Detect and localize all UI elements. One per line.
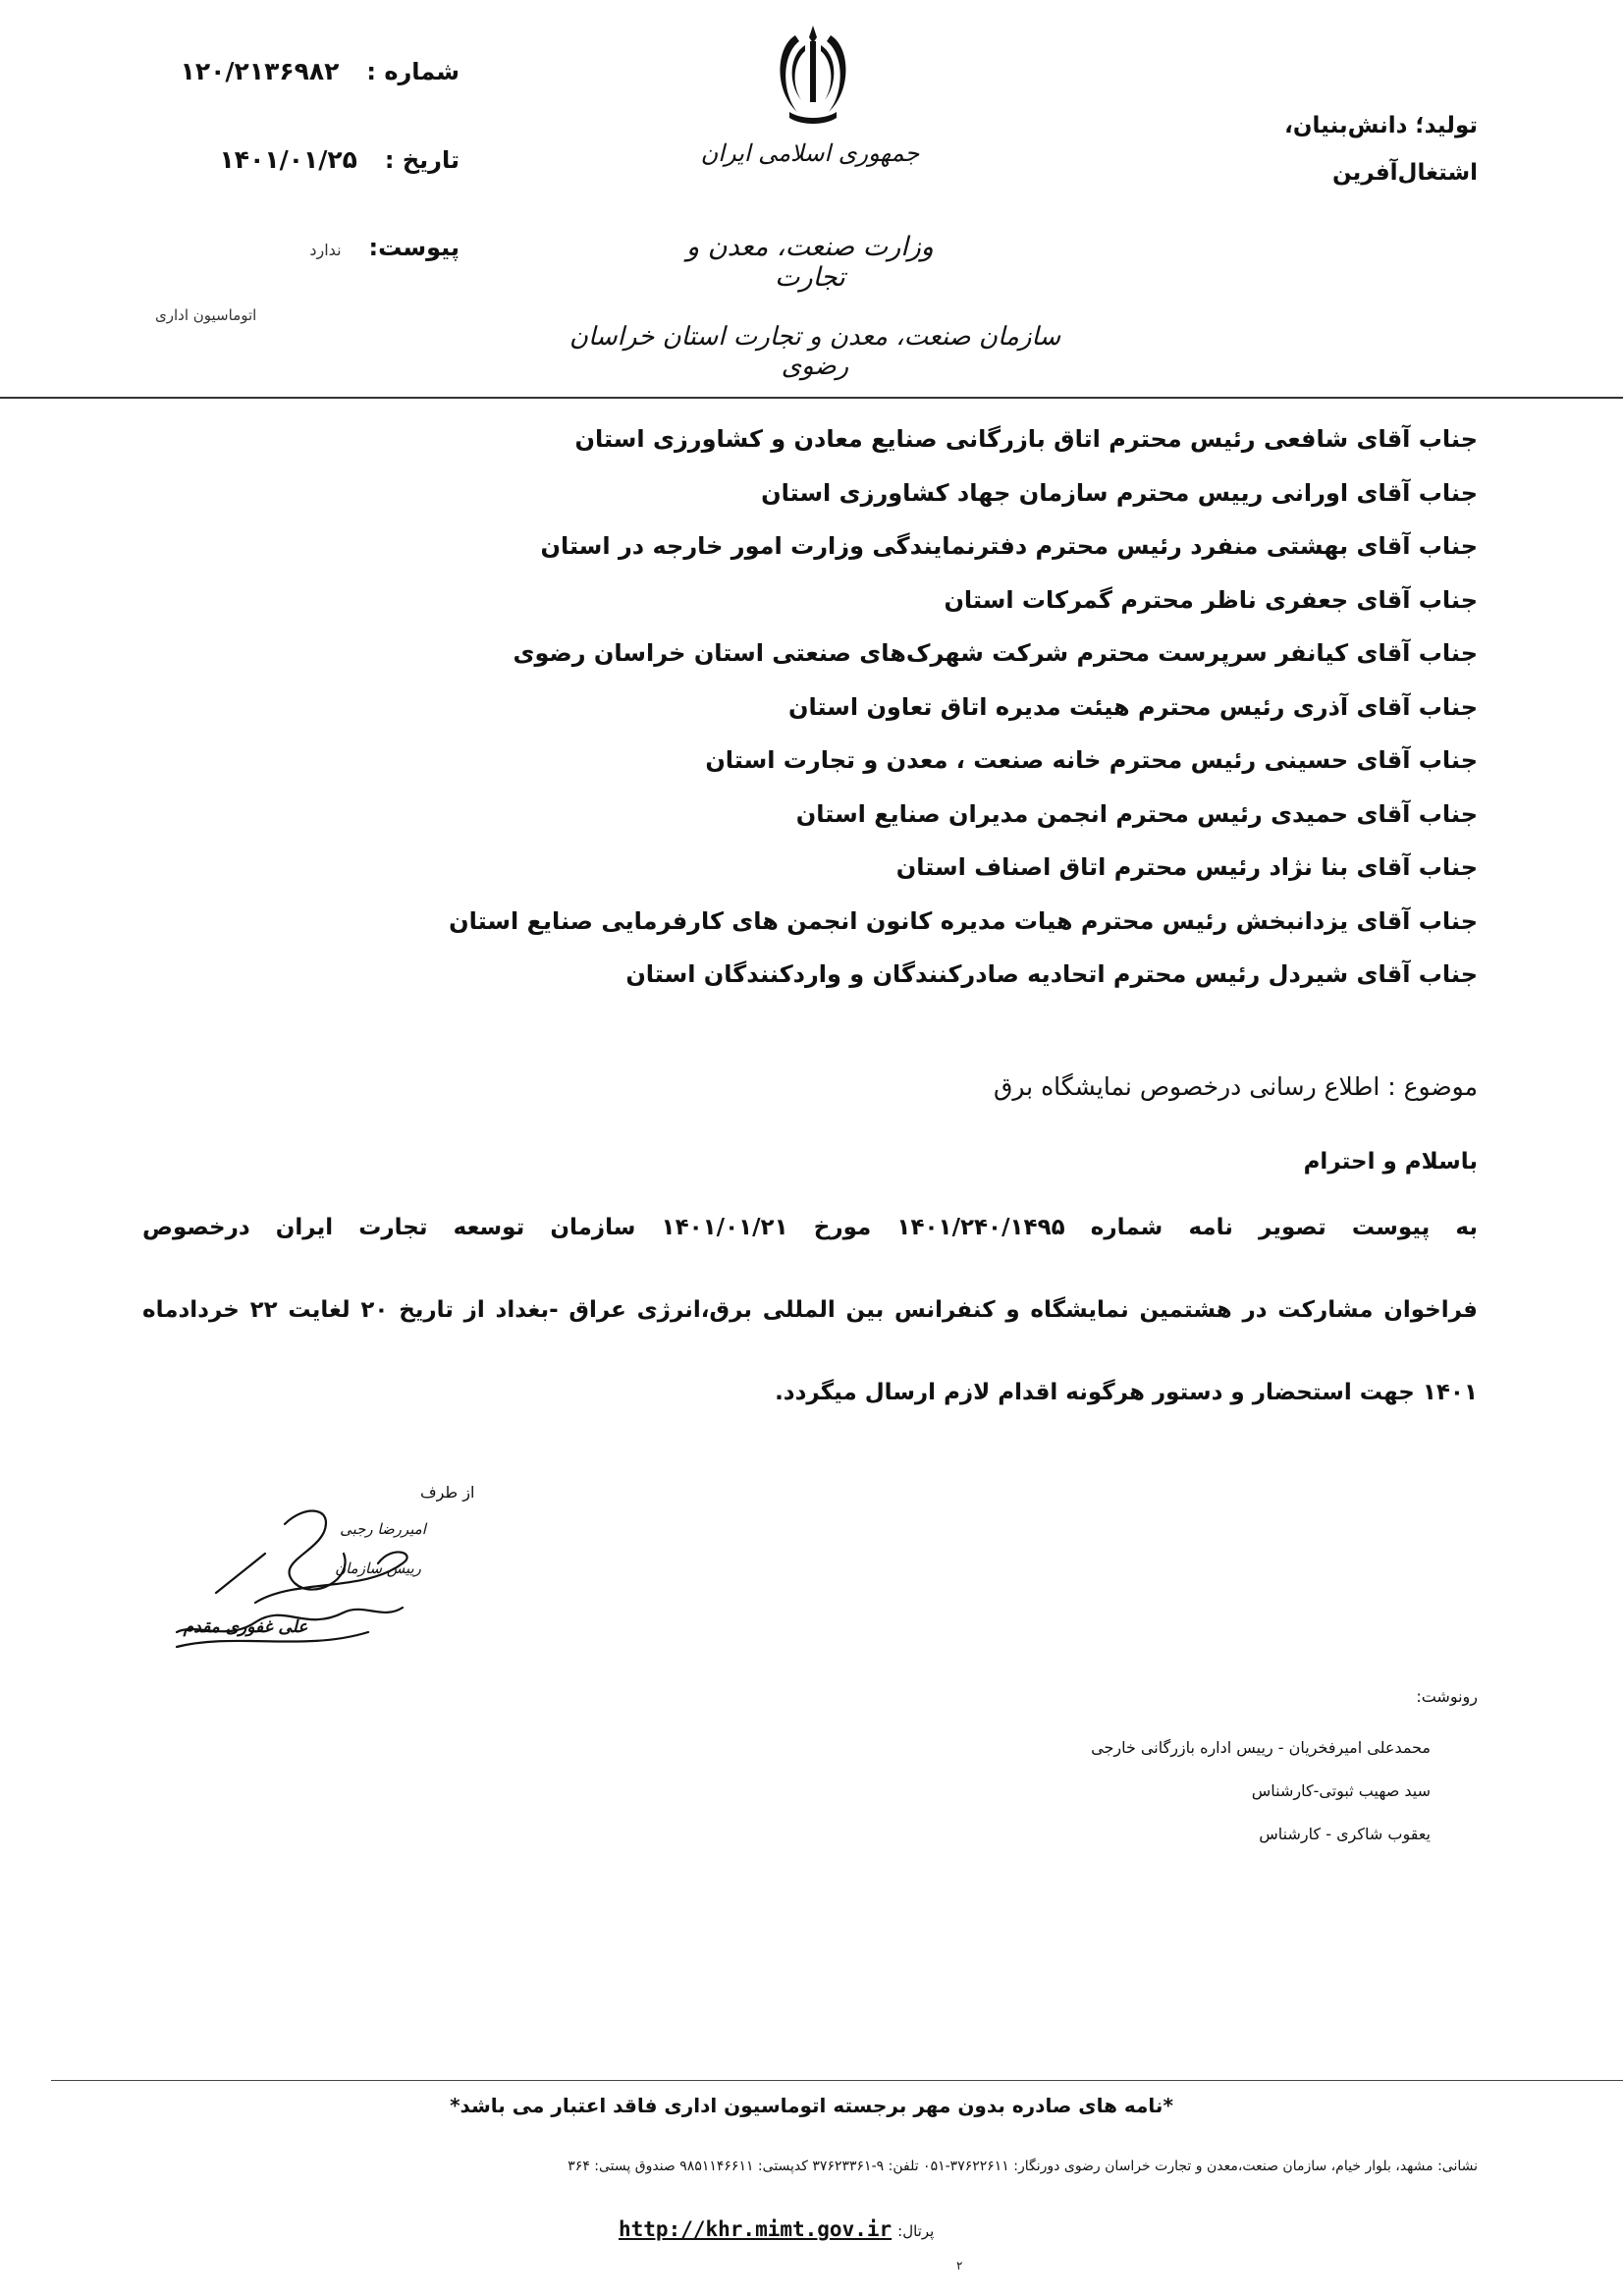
- slogan-line-2: اشتغال‌آفرین: [1331, 160, 1478, 186]
- subject-line: موضوع : اطلاع رسانی درخصوص نمایشگاه برق: [993, 1072, 1478, 1101]
- cc-item: سید صهیب ثبوتی-کارشناس: [1251, 1781, 1431, 1800]
- slogan-line-1: تولید؛ دانش‌بنیان،: [1284, 113, 1478, 138]
- attachment-value: ندارد: [309, 241, 342, 259]
- number-label: شماره :: [366, 58, 460, 85]
- portal-link[interactable]: http://khr.mimt.gov.ir: [619, 2217, 893, 2241]
- addressee-list: [449, 412, 1478, 1002]
- date-value: ۱۴۰۱/۰۱/۲۵: [219, 145, 357, 174]
- signature-name: امیررضا رجبی: [340, 1520, 426, 1538]
- signature-block: [157, 1485, 471, 1671]
- organization-title: سازمان صنعت، معدن و تجارت استان خراسان رضوی: [568, 322, 1061, 381]
- letter-number: [181, 57, 460, 85]
- letter-attachment: [309, 234, 460, 261]
- portal-line: [619, 2217, 934, 2241]
- attachment-label: پیوست:: [368, 234, 460, 261]
- signature-signer: علی غفوری مقدم: [183, 1617, 308, 1637]
- letter-body: [142, 1206, 1478, 1453]
- addressee-line: جناب آقای کیانفر سرپرست محترم شرکت شهرک‌های صنعتی استان خراسان رضوی: [513, 639, 1478, 667]
- date-label: تاریخ :: [384, 146, 460, 174]
- page-mark: ۲: [956, 2259, 963, 2272]
- signature-title: رییس سازمان: [335, 1559, 421, 1577]
- republic-title: جمهوری اسلامی ایران: [700, 139, 920, 167]
- cc-title: رونوشت:: [1416, 1687, 1478, 1706]
- addressee-line: جناب آقای حسینی رئیس محترم خانه صنعت ، معدن و تجارت استان: [705, 746, 1478, 774]
- body-line: فراخوان مشارکت در هشتمین نمایشگاه و کنفرانس بین المللی برق،انرژی عراق -بغداد از تاریخ ۲۰ لغایت ۲۲ خردادماه: [142, 1297, 1478, 1323]
- footer-address: نشانی: مشهد، بلوار خیام، سازمان صنعت،معدن و تجارت خراسان رضوی دورنگار: ۳۷۶۲۲۶۱۱-۰۵۱ تلفن: ۹-۳۷۶۲۳۳۶۱ کدپستی: ۹۸۵۱۱۴۶۶۱۱ صندوق پستی: ۳۶۴: [568, 2159, 1478, 2174]
- body-line: به پیوست تصویر نامه شماره ۱۴۰۱/۲۴۰/۱۴۹۵ مورخ ۱۴۰۱/۰۱/۲۱ سازمان توسعه تجارت ایران درخصوص: [142, 1215, 1478, 1240]
- from-label: از طرف: [420, 1483, 475, 1502]
- addressee-line: جناب آقای شیردل رئیس محترم اتحادیه صادرکنندگان و واردکنندگان استان: [625, 960, 1478, 988]
- addressee-line: جناب آقای حمیدی رئیس محترم انجمن مدیران صنایع استان: [795, 799, 1478, 828]
- header-divider: [0, 397, 1623, 399]
- number-value: ۱۲۰/۲۱۳۶۹۸۲: [180, 57, 340, 85]
- cc-item: یعقوب شاکری - کارشناس: [1259, 1825, 1431, 1843]
- addressee-line: جناب آقای جعفری ناظر محترم گمرکات استان: [944, 585, 1478, 614]
- addressee-line: جناب آقای بنا نژاد رئیس محترم اتاق اصناف استان: [895, 853, 1478, 881]
- greeting: باسلام و احترام: [1303, 1149, 1478, 1175]
- body-line: ۱۴۰۱ جهت استحضار و دستور هرگونه اقدام لازم ارسال میگردد.: [775, 1380, 1478, 1405]
- footer-divider: [51, 2080, 1623, 2081]
- addressee-line: جناب آقای یزدانبخش رئیس محترم هیات مدیره کانون انجمن های کارفرمایی صنایع استان: [449, 906, 1478, 935]
- addressee-line: جناب آقای آذری رئیس محترم هیئت مدیره اتاق تعاون استان: [787, 692, 1478, 721]
- addressee-line: جناب آقای شافعی رئیس محترم اتاق بازرگانی صنایع معادن و کشاورزی استان: [574, 425, 1478, 453]
- ministry-title: وزارت صنعت، معدن و تجارت: [686, 232, 934, 293]
- addressee-line: جناب آقای اورانی رییس محترم سازمان جهاد کشاورزی استان: [761, 478, 1478, 507]
- letter-date: [220, 145, 460, 174]
- portal-label: پرتال:: [897, 2222, 935, 2240]
- slogan: [1284, 102, 1478, 196]
- addressee-line: جناب آقای بهشتی منفرد رئیس محترم دفترنمایندگی وزارت امور خارجه در استان: [540, 532, 1478, 560]
- cc-item: محمدعلی امیرفخریان - رییس اداره بازرگانی خارجی: [1091, 1738, 1431, 1757]
- iran-emblem-icon: [772, 22, 854, 130]
- automation-tag: اتوماسیون اداری: [155, 306, 257, 324]
- validity-notice: *نامه های صادره بدون مهر برجسته اتوماسیون اداری فاقد اعتبار می باشد*: [450, 2094, 1173, 2117]
- cc-block: [790, 1687, 1478, 1844]
